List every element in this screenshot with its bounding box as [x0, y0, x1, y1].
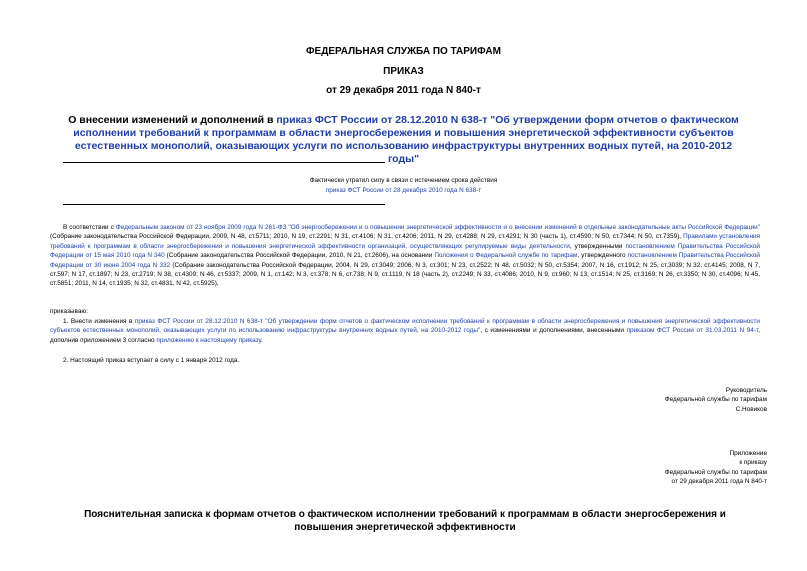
signature-line-2: Федеральной службы по тарифам	[664, 396, 767, 404]
preamble-text: , утвержденного	[577, 252, 628, 260]
appendix-block	[665, 449, 767, 487]
agency-heading: ФЕДЕРАЛЬНАЯ СЛУЖБА ПО ТАРИФАМ	[306, 46, 501, 57]
appendix-line-1: Приложение	[729, 450, 767, 457]
signature-line-1: Руководитель	[725, 387, 767, 394]
signature-block	[665, 386, 767, 414]
item1-text: , дополнив приложением 3 согласно	[50, 327, 760, 344]
divider-top	[63, 162, 385, 163]
preamble-text: (Собрание законодательства Российской Федерации, 2004, N 29, ст.3049; 2006, N 3, ст.301; N 23, ст.2522; N 48, ст.5032; N 50, ст.5354; 2007, N 16, ст.1912; N 25, ст.3039; N 32, ст.4145; 2008, N 7, ст.597; N 17, ст.1897; N 23, ст.2719; N 38, ст.4309; N 46, ст.5337; 2009, N 1, ст.142; N 3, ст.378; N 6, ст.738; N 9, ст.1119, N 18 (часть 2), ст.2249; N 33, ст.4086; 2010, N 9, ст.960; N 13, ст.1514; N 25, ст.3169; N 26, ст.3350; N 30, ст.4096; N 45, ст.5851; 2011, N 14, ст.1935; N 32, ст.4831, N 42, ст.5925),	[50, 261, 760, 288]
title-prefix: О внесении изменений и дополнений в	[68, 114, 277, 126]
item1-link[interactable]: приказом ФСТ России от 31.03.2011 N 94-т	[626, 327, 759, 335]
item1-link[interactable]: приказ ФСТ России от 28.12.2010 N 638-т "Об утверждении форм отчетов о фактическом исполнении требований к программам в области энергосбережения и повышения энергетической эффективности субъектов естественных монополий, оказывающих услуги по использованию инфраструктуры внутренних водных путей, на 2010-2012 годы"	[50, 318, 760, 335]
preamble-paragraph	[50, 223, 760, 289]
status-link-order-638	[0, 186, 807, 195]
item-1-paragraph	[50, 317, 760, 345]
status-link[interactable]: приказ ФСТ России от 28 декабря 2010 года N 638-т	[325, 187, 482, 194]
divider-bottom	[63, 204, 385, 205]
item1-text: .	[261, 336, 263, 344]
appendix-line-4: от 29 декабря 2011 года N 840-т	[671, 478, 767, 486]
preamble-text: (Собрание законодательства Российской Федерации, 2009, N 48, ст.5711; 2010, N 19, ст.2291; N 31, ст.4106; N 31, ст.4206; 2011, N 29, ст.4288; N 29, ст.4291; N 30 (часть 1), ст.4590; N 50, ст.7344; N 50, ст.7359),	[50, 233, 684, 241]
preamble-link[interactable]: постановлением Правительства Российской Федерации от 15 мая 2010 года N 340	[50, 242, 760, 260]
signature-line-3: С.Новиков	[735, 405, 767, 413]
appendix-line-2: к приказу	[739, 459, 767, 467]
doc-date-heading: от 29 декабря 2011 года N 840-т	[326, 85, 481, 96]
item1-text: , с изменениями и дополнениями, внесенными	[480, 327, 627, 335]
document-title	[60, 114, 747, 166]
explanatory-note-title: Пояснительная записка к формам отчетов о фактическом исполнении требований к программам в области энергосбережения и повышения энергетической эффективности	[84, 509, 726, 533]
order-word: приказываю:	[50, 308, 88, 315]
preamble-text: , утвержденными	[569, 242, 626, 250]
item1-link[interactable]: приложению к настоящему приказу	[156, 336, 262, 344]
preamble-text: В соответствии с	[63, 224, 116, 231]
appendix-line-3: Федеральной службы по тарифам	[664, 468, 767, 476]
status-text: Фактически утратил силу в связи с истечением срока действия	[309, 177, 498, 184]
preamble-link[interactable]: постановлением Правительства Российской Федерации от 30 июня 2004 года N 332	[50, 252, 761, 269]
preamble-link[interactable]: Федеральным законом от 23 ноября 2009 года N 261-ФЗ "Об энергосбережении и о повышении энергетической эффективности и о внесении изменений в отдельные законодательные акты Российской Федерации"	[115, 224, 760, 231]
item1-text: 1. Внести изменения в	[63, 318, 135, 325]
item-2-paragraph: 2. Настоящий приказ вступает в силу с 1 января 2012 года.	[63, 357, 240, 364]
preamble-link[interactable]: Правилами установления требований к программам в области энергосбережения и повышения энергетической эффективности организаций, осуществляющих регулируемые виды деятельности	[50, 233, 760, 250]
preamble-text: (Собрание законодательства Российской Федерации, 2010, N 21, ст.2606), на основании	[164, 252, 435, 260]
title-link-order-638[interactable]: приказ ФСТ России от 28.12.2010 N 638-т "Об утверждении форм отчетов о фактическом исполнении требований к программам в области энергосбережения и повышения энергетической эффективности субъектов естественных монополий, оказывающих услуги по использованию инфраструктуры внутренних водных путей, на 2010-2012 годы"	[73, 114, 739, 165]
preamble-link[interactable]: Положения о Федеральной службе по тарифам	[434, 252, 578, 260]
doc-type-heading: ПРИКАЗ	[383, 66, 424, 77]
